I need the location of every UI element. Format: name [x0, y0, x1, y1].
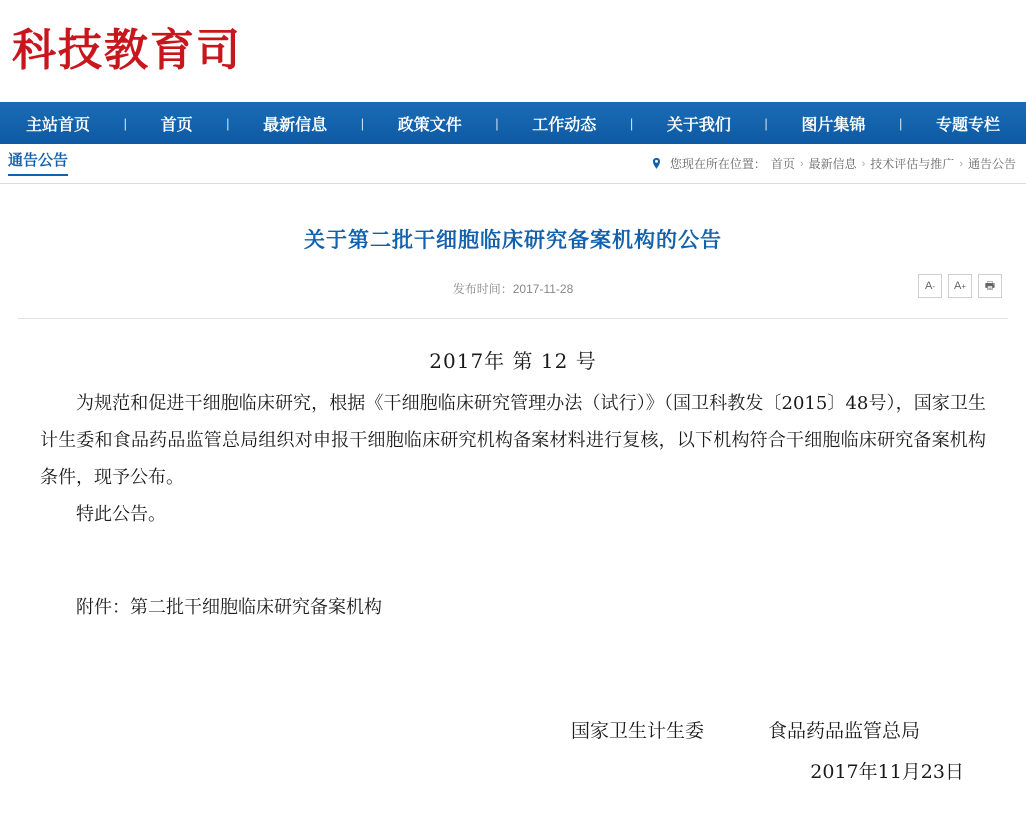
signer-food-drug-administration: 食品药品监管总局 [767, 719, 920, 742]
document-number: 2017年 第 12 号 [429, 349, 597, 373]
publish-time-label: 发布时间： [452, 282, 513, 296]
article-title: 关于第二批干细胞临床研究备案机构的公告 [304, 229, 722, 252]
attachment-line: 附件：第二批干细胞临床研究备案机构 [76, 596, 382, 618]
site-logo: 科技教育司 [12, 25, 242, 76]
breadcrumb-separator: › [861, 157, 866, 170]
article-meta-row [18, 274, 1008, 319]
font-decrease-label: A [924, 280, 933, 292]
breadcrumb-item-latest-news[interactable]: 最新信息 [808, 157, 857, 171]
nav-item-photo-gallery[interactable]: 图片集锦 [801, 116, 866, 134]
nav-item-work-updates[interactable]: 工作动态 [532, 116, 597, 134]
location-pin-icon [650, 157, 663, 170]
nav-item-policy-documents[interactable]: 政策文件 [397, 116, 462, 134]
print-button[interactable] [978, 274, 1002, 298]
signer-health-commission: 国家卫生计生委 [570, 719, 704, 742]
document-paragraph-2: 特此公告。 [76, 503, 166, 525]
signature-date: 2017年11月23日 [810, 760, 964, 783]
breadcrumb-item-announcements[interactable]: 通告公告 [967, 157, 1016, 171]
nav-separator: | [123, 115, 127, 131]
subsection-bar [0, 144, 1026, 184]
site-header [0, 0, 1026, 102]
nav-separator: | [764, 115, 768, 131]
nav-separator: | [898, 115, 903, 131]
font-decrease-button[interactable] [918, 274, 942, 298]
nav-items-container [8, 112, 1018, 135]
breadcrumb-separator: › [799, 157, 804, 170]
article-container [0, 224, 1026, 784]
breadcrumb-item-home[interactable]: 首页 [770, 157, 795, 171]
printer-icon: 🖶 [984, 279, 996, 292]
document-paragraph-1: 为规范和促进干细胞临床研究，根据《干细胞临床研究管理办法（试行）》（国卫科教发〔2015〕48号），国家卫生计生委和食品药品监管总局组织对申报干细胞临床研究机构备案材料进行复核，以下机构符合干细胞临床研究备案机构条件，现予公布。 [40, 393, 986, 488]
nav-separator: | [360, 115, 365, 131]
document-body [18, 345, 1008, 784]
breadcrumb-separator: › [959, 157, 963, 170]
nav-separator: | [495, 115, 499, 131]
main-navigation [0, 102, 1026, 144]
breadcrumb-item-tech-evaluation[interactable]: 技术评估与推广 [870, 157, 955, 171]
nav-item-home[interactable]: 首页 [160, 116, 193, 134]
nav-separator: | [629, 115, 634, 131]
nav-item-about-us[interactable]: 关于我们 [666, 116, 731, 134]
nav-item-latest-news[interactable]: 最新信息 [263, 116, 328, 134]
publish-time-value: 2017-11-28 [512, 282, 574, 296]
nav-item-main-home[interactable]: 主站首页 [26, 116, 91, 134]
font-increase-sup: + [961, 281, 966, 291]
section-title: 通告公告 [8, 152, 68, 176]
signature-block [40, 716, 986, 743]
nav-separator: | [226, 115, 230, 131]
font-increase-label: A [953, 280, 962, 292]
font-decrease-sup: - [932, 281, 935, 291]
font-increase-button[interactable] [948, 274, 972, 298]
breadcrumb [650, 155, 1016, 172]
article-tools [918, 274, 1002, 298]
nav-item-special-topics[interactable]: 专题专栏 [935, 116, 1000, 134]
publish-time [18, 274, 1008, 297]
breadcrumb-prefix: 您现在所在位置： [669, 157, 766, 171]
